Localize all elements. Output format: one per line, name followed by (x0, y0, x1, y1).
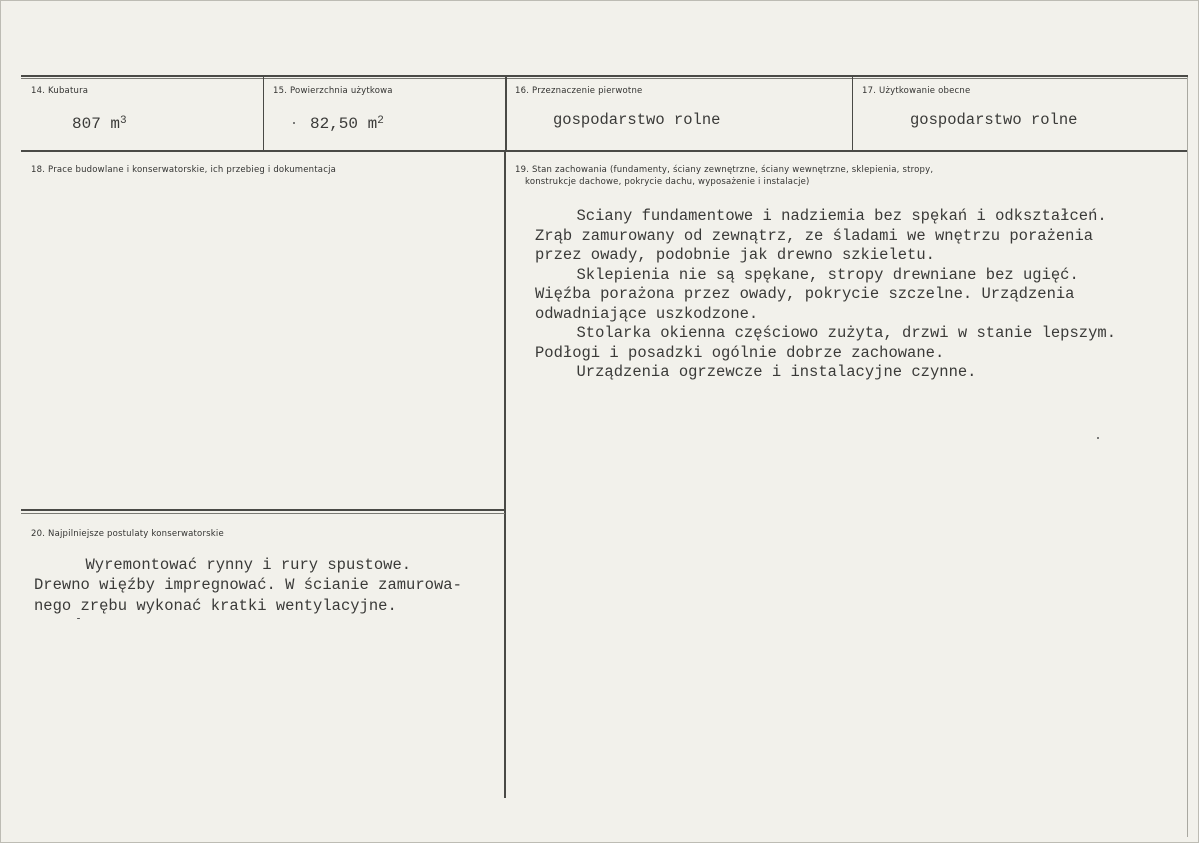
field-19-line: przez owady, podobnie jak drewno szkieletu. (535, 246, 935, 264)
field-16-value: gospodarstwo rolne (553, 111, 721, 129)
ink-dot (77, 618, 80, 619)
field-19-line: Stolarka okienna częściowo zużyta, drzwi w stanie lepszym. (530, 324, 1116, 342)
field-19-line: Więźba porażona przez owady, pokrycie szczelne. Urządzenia (535, 285, 1075, 303)
field-15-value (310, 115, 384, 135)
field-19-line: odwadniające uszkodzone. (535, 305, 759, 323)
field-19-line: Sklepienia nie są spękane, stropy drewniane bez ugięć. (530, 266, 1079, 284)
section-18-20-rule-thin (21, 513, 505, 514)
field-19-line: Podłogi i posadzki ogólnie dobrze zachowane. (535, 344, 945, 362)
right-edge-line (1187, 77, 1188, 837)
field-19-label-line2: konstrukcje dachowe, pokrycie dachu, wyposażenie i instalacje) (525, 177, 810, 187)
divider-15-16 (505, 77, 507, 151)
field-14-exponent: 3 (120, 115, 127, 127)
field-15-exponent: 2 (377, 115, 384, 127)
field-20-line: Drewno więźby impregnować. W ścianie zamurowa- (34, 576, 462, 594)
field-16-label: 16. Przeznaczenie pierwotne (515, 86, 643, 96)
field-15-label: 15. Powierzchnia użytkowa (273, 86, 393, 96)
field-17-value: gospodarstwo rolne (910, 111, 1078, 129)
top-rule-thin (21, 78, 1188, 79)
row1-bottom-rule (21, 150, 1188, 152)
section-18-20-rule (21, 509, 505, 511)
ink-dot (1097, 437, 1099, 439)
field-18-label: 18. Prace budowlane i konserwatorskie, ich przebieg i dokumentacja (31, 165, 337, 175)
field-19-line: Urządzenia ogrzewcze i instalacyjne czynne. (530, 363, 977, 381)
field-19-line: Zrąb zamurowany od zewnątrz, ze śladami we wnętrzu porażenia (535, 227, 1094, 245)
field-20-label: 20. Najpilniejsze postulaty konserwatorskie (31, 529, 224, 539)
field-17-label: 17. Użytkowanie obecne (862, 86, 971, 96)
field-14-value (72, 115, 127, 135)
divider-main (504, 151, 506, 798)
divider-14-15 (263, 77, 264, 151)
field-19-label-line1: 19. Stan zachowania (fundamenty, ściany zewnętrzne, ściany wewnętrzne, sklepienia, stropy, (515, 165, 934, 175)
field-15-value-text: 82,50 m (310, 115, 378, 133)
field-20-line: Wyremontować rynny i rury spustowe. (39, 556, 412, 574)
field-14-label: 14. Kubatura (31, 86, 89, 96)
field-19-line: Sciany fundamentowe i nadziemia bez spękań i odkształceń. (530, 207, 1107, 225)
divider-16-17 (852, 77, 853, 151)
top-rule (21, 75, 1188, 77)
field-14-value-text: 807 m (72, 115, 121, 133)
ink-dot (293, 122, 295, 124)
field-20-line: nego zrębu wykonać kratki wentylacyjne. (34, 597, 397, 615)
